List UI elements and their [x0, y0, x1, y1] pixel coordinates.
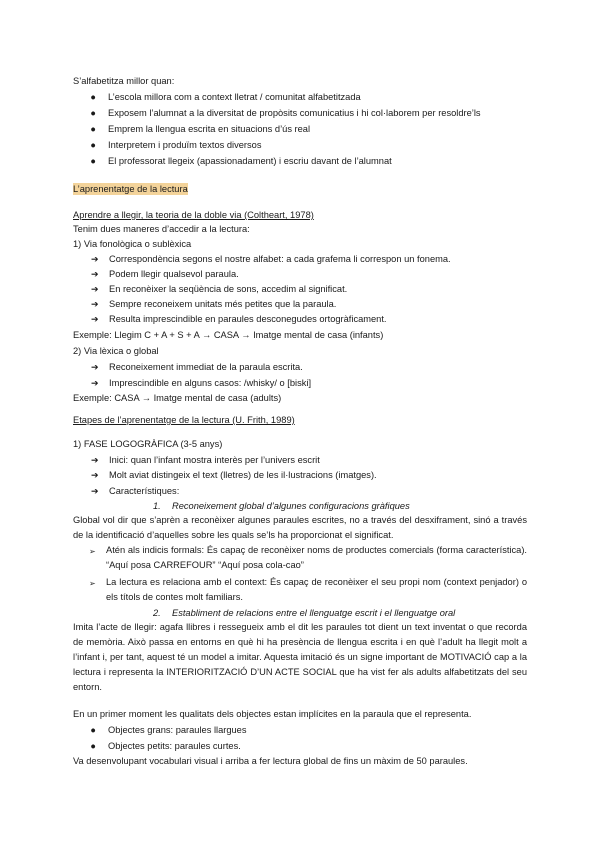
bullet-icon: ●	[90, 124, 96, 134]
moment-item: Objectes grans: paraules llargues	[108, 725, 247, 735]
bullet-icon: ●	[90, 741, 96, 751]
arrow-icon: ➔	[91, 486, 99, 496]
arrow-icon: ➔	[91, 254, 99, 264]
characteristic-title: Establiment de relacions entre el llenguatge escrit i el llenguatge oral	[172, 608, 456, 618]
arrow-icon: ➔	[91, 299, 99, 309]
arrow-icon: ➔	[91, 269, 99, 279]
bullet-icon: ●	[90, 140, 96, 150]
via1-item: Resulta imprescindible en paraules desconegudes ortogràficament.	[109, 314, 387, 324]
via2-item: Reconeixement immediat de la paraula escrita.	[109, 362, 303, 372]
via1-title: 1) Via fonològica o sublèxica	[73, 239, 192, 249]
section-title: L’aprenentatge de la lectura	[73, 184, 188, 194]
intro-item: El professorat llegeix (apassionadament) i escriu davant de l’alumnat	[108, 156, 392, 166]
characteristic-number: 1.	[153, 501, 161, 511]
arrow-icon: ➔	[91, 378, 99, 388]
via1-item: Sempre reconeixem unitats més petites que la paraula.	[109, 299, 337, 309]
via2-title: 2) Via lèxica o global	[73, 346, 159, 356]
arrow-icon: ➔	[91, 455, 99, 465]
arrow-icon: ➔	[91, 470, 99, 480]
indicator-item: La lectura es relaciona amb el context: És capaç de reconèixer el seu propi nom (context penjador) o els títols de contes molt familiars.	[106, 577, 527, 602]
via2-example: Exemple: CASA → Imatge mental de casa (adults)	[73, 393, 282, 403]
via1-item: Podem llegir qualsevol paraula.	[109, 269, 239, 279]
moment-item: Objectes petits: paraules curtes.	[108, 741, 241, 751]
bullet-icon: ●	[90, 108, 96, 118]
arrow-icon: ➔	[91, 284, 99, 294]
phase1-item: Característiques:	[109, 486, 180, 496]
via2-item: Imprescindible en alguns casos: /whisky/ o [biski]	[109, 378, 312, 388]
paragraph-final: Va desenvolupant vocabulari visual i arriba a fer lectura global de fins un màxim de 50 paraules.	[73, 756, 468, 766]
bullet-icon: ●	[90, 92, 96, 102]
bullet-icon: ●	[90, 725, 96, 735]
via1-item: Correspondència segons el nostre alfabet: a cada grafema li correspon un fonema.	[109, 254, 451, 264]
phase1-title: 1) FASE LOGOGRÀFICA (3-5 anys)	[73, 439, 223, 449]
intro-item: Exposem l’alumnat a la diversitat de propòsits comunicatius i hi col·laborem per resoldre’ls	[108, 108, 481, 118]
intro-item: Interpretem i produïm textos diversos	[108, 140, 262, 150]
phase1-item: Molt aviat distingeix el text (lletres) de les il·lustracions (imatges).	[109, 470, 377, 480]
arrow-icon: ➔	[91, 314, 99, 324]
paragraph-global: Global vol dir que s’aprèn a reconèixer algunes paraules escrites, no a través del desxiframent, sinó a través de la identificació d’aquelles sobre les quals se’ls ha proporcionat el significat.	[73, 515, 527, 540]
arrow-icon: ➔	[91, 362, 99, 372]
via1-item: En reconèixer la seqüència de sons, accedim al significat.	[109, 284, 348, 294]
paragraph-moment: En un primer moment les qualitats dels objectes estan implícites en la paraula que el representa.	[73, 709, 472, 719]
characteristic-number: 2.	[153, 608, 161, 618]
bullet-icon: ●	[90, 156, 96, 166]
triangle-arrow-icon: ➢	[89, 547, 96, 556]
intro-item: L’escola millora com a context lletrat / comunitat alfabetitzada	[108, 92, 361, 102]
phase1-item: Inici: quan l’infant mostra interès per l’univers escrit	[109, 455, 320, 465]
triangle-arrow-icon: ➢	[89, 579, 96, 588]
via1-example: Exemple: Llegim C + A + S + A → CASA → Imatge mental de casa (infants)	[73, 330, 384, 340]
subsection-intro: Tenim dues maneres d’accedir a la lectura:	[73, 224, 250, 234]
characteristic-title: Reconeixement global d’algunes configuracions gràfiques	[172, 501, 410, 511]
indicator-item: Atén als indicis formals: És capaç de reconèixer noms de productes comercials (forma característica). “Aquí posa CARREFOUR” “Aquí posa cola-cao”	[106, 545, 527, 570]
subsection-title-etapes: Etapes de l’aprenentatge de la lectura (U. Frith, 1989)	[73, 415, 295, 425]
paragraph-imitation: Imita l’acte de llegir: agafa llibres i ressegueix amb el dit les paraules tot dient un text inventat o que recorda de memòria. Això passa en entorns en què hi ha presència de llengua escrita i en què l’adult ha llegit molt a l’infant i, per tant, aquest té un model a imitar. Aquesta imitació és un signe important de MOTIVACIÓ cap a la lectura i representa la INTERIORITZACIÓ D’UN ACTE SOCIAL que ha vist fer als adults alfabetitzats del seu entorn.	[73, 622, 527, 692]
intro-text: S’alfabetitza millor quan:	[73, 76, 175, 86]
intro-item: Emprem la llengua escrita en situacions d’ús real	[108, 124, 311, 134]
subsection-title-doble-via: Aprendre a llegir, la teoria de la doble via (Coltheart, 1978)	[73, 210, 314, 220]
